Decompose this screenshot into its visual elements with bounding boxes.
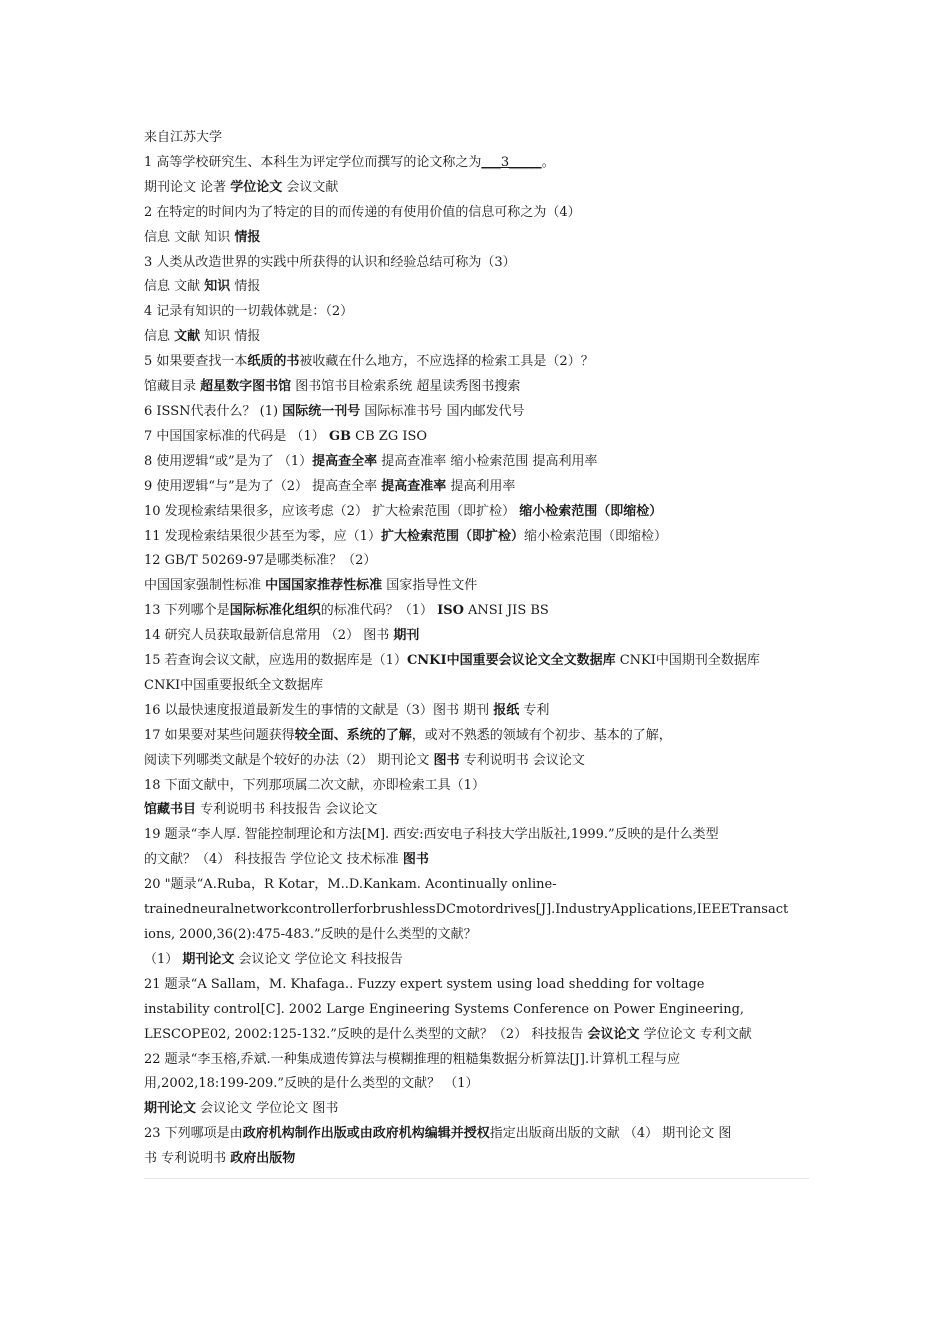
line-text: 12 GB/T 50269-97是哪类标准？（2）	[144, 553, 377, 569]
answer-text: 较全面、系统的了解	[294, 727, 412, 743]
answer-text: 扩大检索范围（即扩检）	[380, 528, 524, 544]
text-line	[144, 375, 809, 400]
line-text: 专利说明书 科技报告 会议论文	[196, 802, 378, 818]
line-text: 用,2002,18:199-209.”反映的是什么类型的文献？ （1）	[144, 1076, 479, 1092]
text-line	[144, 599, 809, 624]
answer-text: 情报	[234, 229, 261, 245]
line-text: （1）	[144, 951, 183, 967]
answer-text: 中国国家推荐性标准	[265, 578, 383, 594]
line-text: 缩小检索范围（即缩检）	[523, 528, 667, 544]
answer-text: 政府机构制作出版或由政府机构编辑并授权	[242, 1126, 490, 1142]
line-text: 图书馆书目检索系统 超星读秀图书搜索	[291, 379, 521, 395]
text-line	[144, 649, 809, 674]
text-line	[144, 1072, 809, 1097]
text-line	[144, 350, 809, 375]
line-text: 20 "题录“A.Ruba，R Kotar，M..D.Kankam. Acontinually online-	[144, 877, 557, 893]
text-line	[144, 923, 809, 948]
text-line	[144, 749, 809, 774]
answer-text: 提高查全率	[312, 453, 378, 469]
text-line	[144, 1048, 809, 1073]
text-line	[144, 574, 809, 599]
answer-text: 政府出版物	[230, 1151, 296, 1167]
line-text: 1 高等学校研究生、本科生为评定学位而撰写的论文称之为	[144, 154, 482, 170]
line-text: 的文献？（4） 科技报告 学位论文 技术标准	[144, 852, 403, 868]
line-text: 阅读下列哪类文献是个较好的办法（2） 期刊论文	[144, 752, 434, 768]
document-body	[144, 126, 809, 1172]
answer-text: 会议论文	[587, 1026, 640, 1042]
answer-text: 馆藏书目	[144, 802, 197, 818]
line-text: ___3_____	[481, 154, 542, 170]
text-line	[144, 300, 809, 325]
line-text: 知识 情报	[200, 329, 261, 345]
answer-text: 超星数字图书馆	[200, 379, 292, 395]
answer-text: 图书	[433, 752, 460, 768]
text-line	[144, 898, 809, 923]
text-line	[144, 500, 809, 525]
text-line	[144, 425, 809, 450]
text-line	[144, 823, 809, 848]
text-line	[144, 998, 809, 1023]
line-text: 提高查准率 缩小检索范围 提高利用率	[377, 453, 598, 469]
text-line	[144, 699, 809, 724]
answer-text: GB	[328, 428, 352, 444]
line-text: 21 题录“A Sallam，M. Khafaga.. Fuzzy expert system using load shedding for voltage	[144, 976, 705, 992]
text-line	[144, 1122, 809, 1147]
text-line	[144, 176, 809, 201]
line-text: 3 人类从改造世界的实践中所获得的认识和经验总结可称为（3）	[144, 254, 516, 270]
line-text: 15 若查询会议文献，应选用的数据库是（1）	[144, 653, 407, 669]
answer-text: 期刊	[393, 628, 420, 644]
text-line	[144, 450, 809, 475]
line-text: 中国国家强制性标准	[144, 578, 266, 594]
text-line	[144, 525, 809, 550]
line-text: 10 发现检索结果很多，应该考虑（2） 扩大检索范围（即扩检）	[144, 503, 520, 519]
text-line	[144, 973, 809, 998]
text-line	[144, 624, 809, 649]
line-text: 17 如果要对某些问题获得	[144, 727, 295, 743]
line-text: 信息 文献 知识	[144, 229, 235, 245]
line-text: 14 研究人员获取最新信息常用 （2） 图书	[144, 628, 394, 644]
bottom-divider	[144, 1178, 809, 1179]
answer-text: 图书	[402, 852, 429, 868]
line-text: 。	[541, 154, 555, 170]
line-text: 11 发现检索结果很少甚至为零，应（1）	[144, 528, 381, 544]
line-text: 13 下列哪个是	[144, 603, 230, 619]
text-line	[144, 798, 809, 823]
answer-text: 期刊论文	[182, 951, 235, 967]
line-text: 2 在特定的时间内为了特定的目的而传递的有使用价值的信息可称之为（4）	[144, 204, 581, 220]
answer-text: ISO	[437, 603, 464, 619]
text-line	[144, 948, 809, 973]
text-line	[144, 275, 809, 300]
line-text: instability control[C]. 2002 Large Engineering Systems Conference on Power Engineering,	[144, 1001, 745, 1017]
text-line	[144, 151, 809, 176]
text-line	[144, 226, 809, 251]
line-text: 会议文献	[282, 179, 339, 195]
line-text: 学位论文 专利文献	[639, 1026, 752, 1042]
line-text: 来自江苏大学	[144, 130, 223, 145]
answer-text: 提高查准率	[381, 478, 447, 494]
answer-text: 期刊论文	[144, 1101, 197, 1117]
line-text: ，或对不熟悉的领域有个初步、基本的了解，	[411, 727, 672, 743]
text-line	[144, 1147, 809, 1172]
line-text: 6 ISSN代表什么？ (1)	[144, 403, 283, 419]
line-text: 期刊论文 论著	[144, 179, 231, 195]
line-text: 专利说明书 会议论文	[459, 752, 585, 768]
line-text: 专利	[519, 702, 550, 718]
line-text: 4 记录有知识的一切载体就是：（2）	[144, 304, 354, 320]
line-text: 被收藏在什么地方，不应选择的检索工具是（2）？	[299, 354, 594, 370]
text-line	[144, 873, 809, 898]
line-text: ANSI JIS BS	[463, 603, 549, 619]
line-text: 8 使用逻辑“或”是为了 （1）	[144, 453, 313, 469]
answer-text: 国际统一刊号	[282, 403, 361, 419]
line-text: 16 以最快速度报道最新发生的事情的文献是（3）图书 期刊	[144, 702, 494, 718]
line-text: 5 如果要查找一本	[144, 354, 248, 370]
line-text: CNKI中国重要报纸全文数据库	[144, 677, 324, 693]
line-text: 18 下面文献中，下列那项属二次文献，亦即检索工具（1）	[144, 777, 485, 793]
line-text: 9 使用逻辑“与”是为了（2） 提高查全率	[144, 478, 382, 494]
text-line	[144, 549, 809, 574]
text-line	[144, 774, 809, 799]
line-text: 会议论文 学位论文 科技报告	[234, 951, 403, 967]
text-line	[144, 325, 809, 350]
line-text: 22 题录“李玉榕,乔斌.一种集成遗传算法与模糊推理的粗糙集数据分析算法[J].计算机工程与应	[144, 1051, 681, 1067]
line-text: 国家指导性文件	[382, 578, 478, 594]
line-text: 23 下列哪项是由	[144, 1126, 243, 1142]
text-line	[144, 674, 809, 699]
answer-text: 缩小检索范围（即缩检）	[519, 503, 663, 519]
line-text: 馆藏目录	[144, 379, 201, 395]
line-text: trainedneuralnetworkcontrollerforbrushlessDCmotordrives[J].IndustryApplications,IEEETransact	[144, 902, 789, 918]
line-text: 书 专利说明书	[144, 1151, 231, 1167]
answer-text: 纸质的书	[247, 354, 300, 370]
text-line	[144, 724, 809, 749]
text-line	[144, 201, 809, 226]
line-text: CB ZG ISO	[351, 428, 428, 444]
text-line	[144, 251, 809, 276]
line-text: 会议论文 学位论文 图书	[196, 1101, 339, 1117]
answer-text: 国际标准化组织	[229, 603, 321, 619]
line-text: 国际标准书号 国内邮发代号	[360, 403, 525, 419]
text-line	[144, 1023, 809, 1048]
line-text: 提高利用率	[446, 478, 516, 494]
line-text: 7 中国国家标准的代码是 （1）	[144, 428, 329, 444]
line-text: 信息	[144, 329, 175, 345]
line-text: 19 题录“李人厚. 智能控制理论和方法[M]. 西安:西安电子科技大学出版社,1999.”反映的是什么类型	[144, 827, 719, 843]
line-text: 的标准代码？（1）	[320, 603, 438, 619]
text-line	[144, 400, 809, 425]
line-text: 情报	[230, 279, 261, 295]
answer-text: 学位论文	[230, 179, 283, 195]
text-line	[144, 475, 809, 500]
line-text: CNKI中国期刊全数据库	[615, 653, 760, 669]
text-line	[144, 848, 809, 873]
line-text: 信息 文献	[144, 279, 205, 295]
text-line	[144, 126, 809, 151]
line-text: ions, 2000,36(2):475-483.”反映的是什么类型的文献？	[144, 927, 477, 942]
line-text: 指定出版商出版的文献 （4） 期刊论文 图	[489, 1126, 732, 1142]
answer-text: CNKI中国重要会议论文全文数据库	[406, 653, 616, 669]
line-text: LESCOPE02, 2002:125-132.”反映的是什么类型的文献？（2） 科技报告	[144, 1026, 588, 1042]
answer-text: 知识	[204, 279, 231, 295]
answer-text: 文献	[174, 329, 201, 345]
text-line	[144, 1097, 809, 1122]
answer-text: 报纸	[493, 702, 520, 718]
